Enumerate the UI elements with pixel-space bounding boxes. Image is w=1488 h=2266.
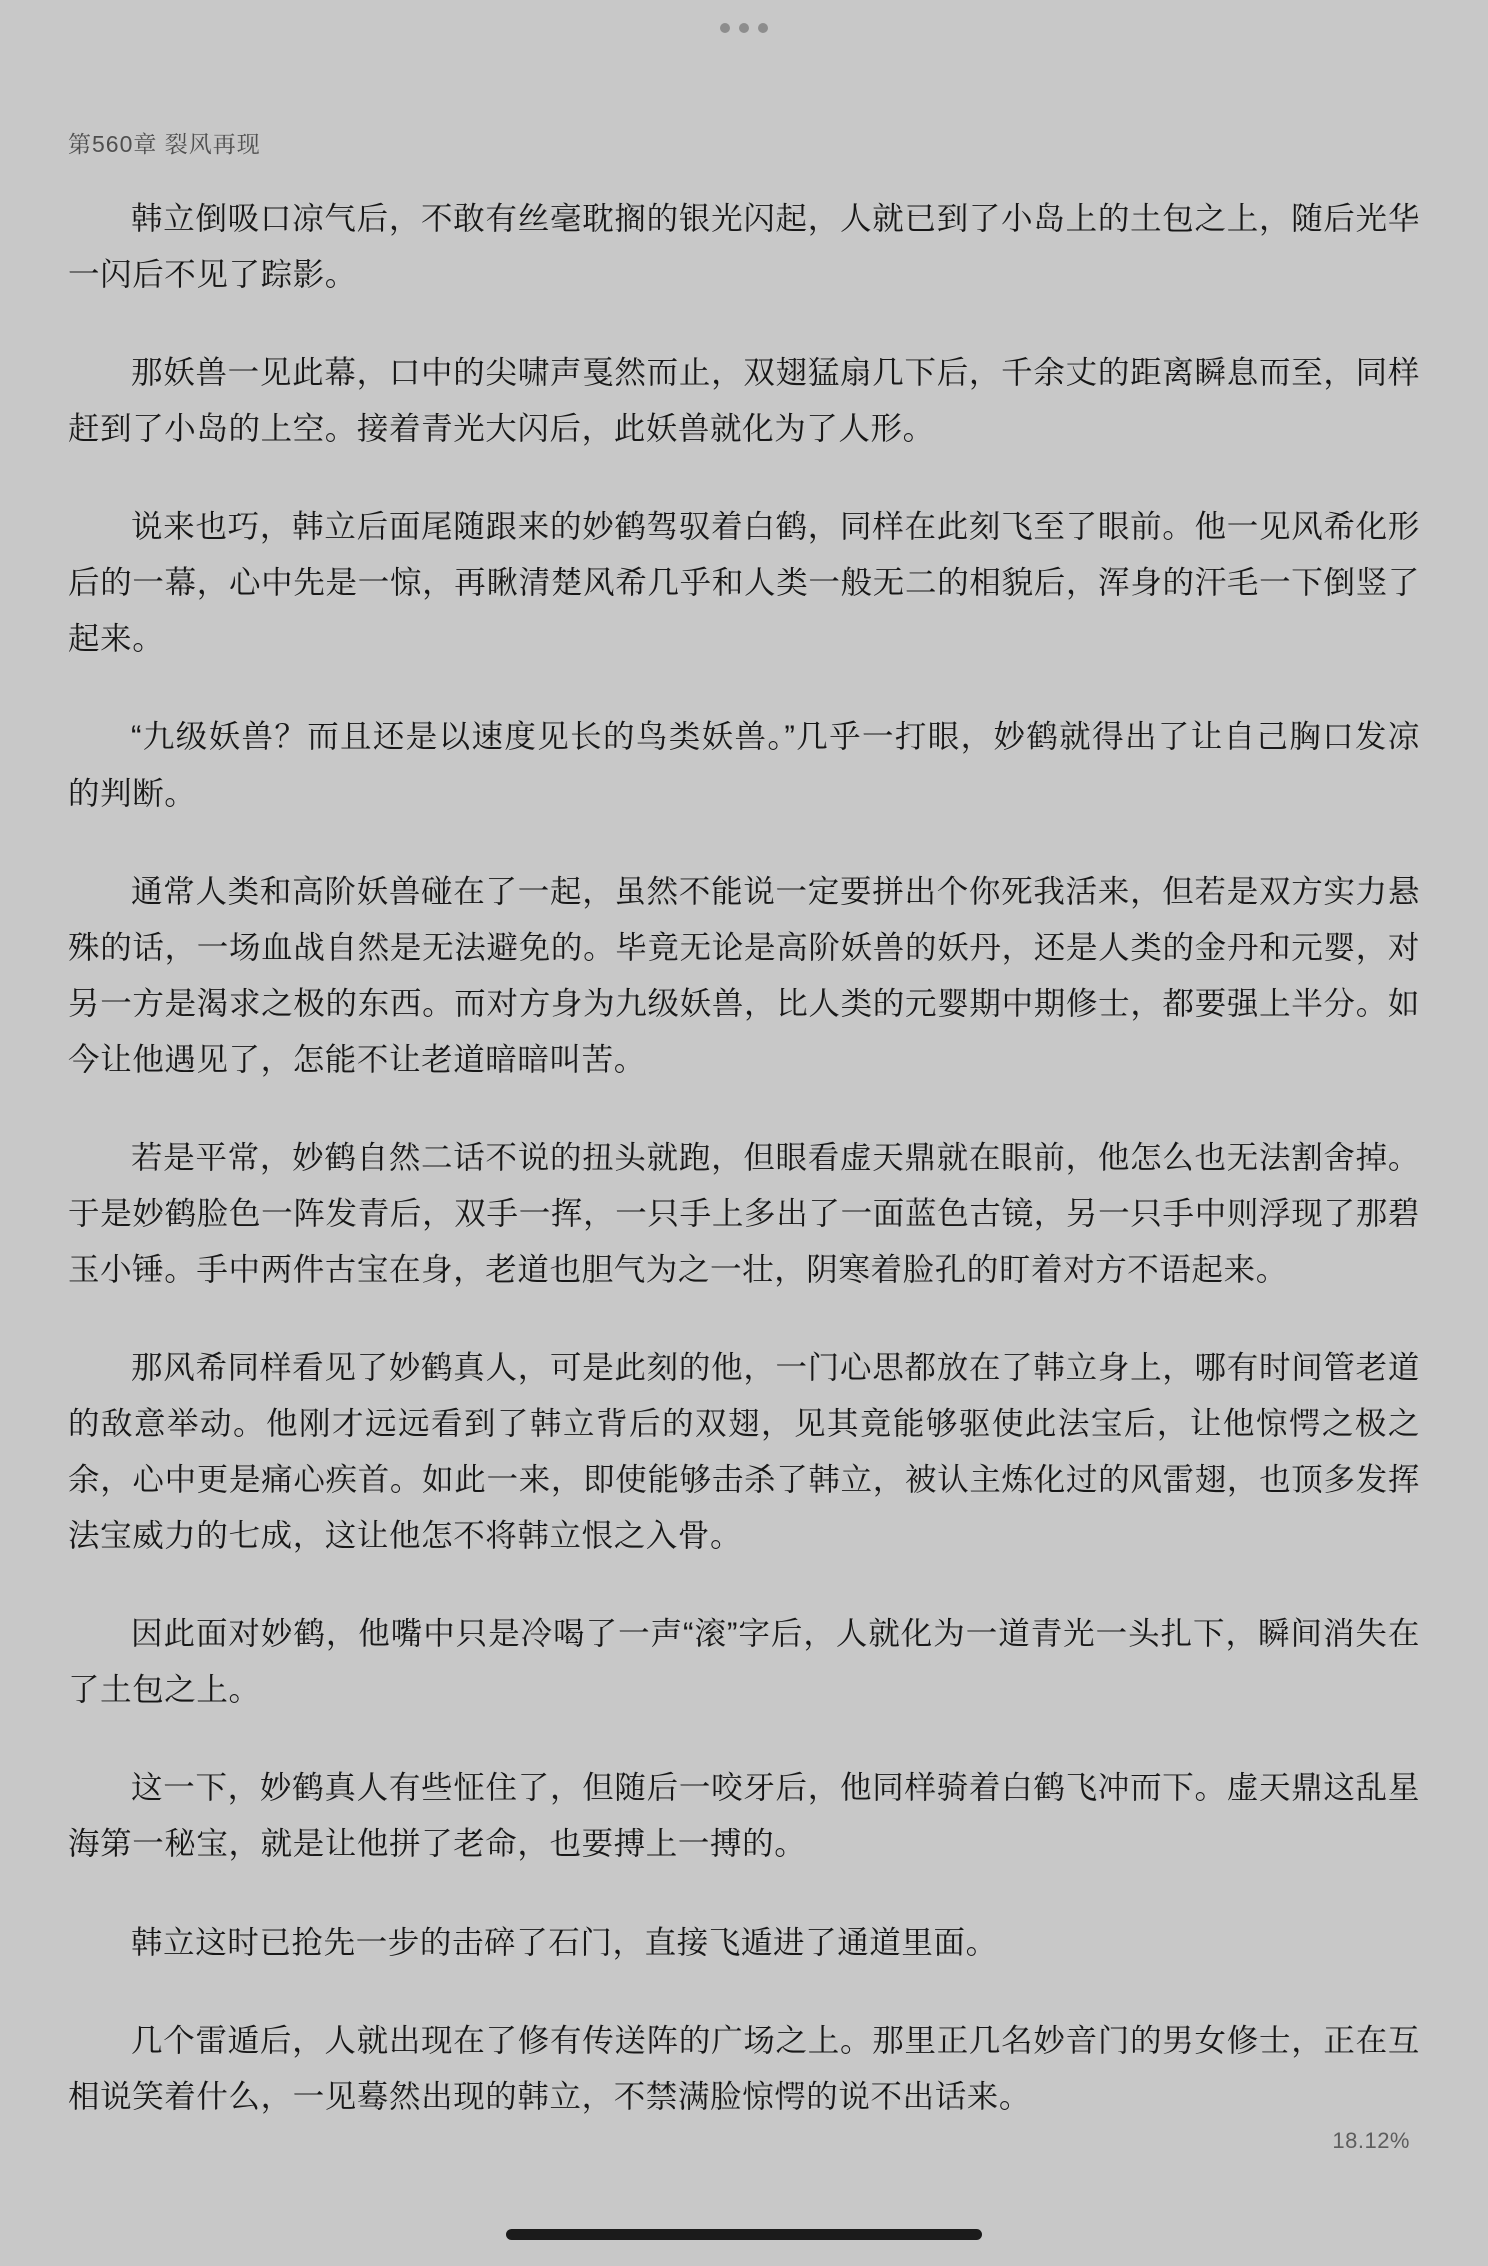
more-dot-3 [758,23,768,33]
paragraph: 因此面对妙鹤，他嘴中只是冷喝了一声“滚”字后，人就化为一道青光一头扎下，瞬间消失在了土包之上。 [68,1615,1420,1708]
paragraph: 说来也巧，韩立后面尾随跟来的妙鹤驾驭着白鹤，同样在此刻飞至了眼前。他一见风希化形后的一幕，心中先是一惊，再瞅清楚风希几乎和人类一般无二的相貌后，浑身的汗毛一下倒竖了起来。 [68,508,1420,657]
paragraph: 韩立倒吸口凉气后，不敢有丝毫耽搁的银光闪起，人就已到了小岛上的土包之上，随后光华一闪后不见了踪影。 [68,200,1420,293]
paragraph: 那妖兽一见此幕，口中的尖啸声戛然而止，双翅猛扇几下后，千余丈的距离瞬息而至，同样赶到了小岛的上空。接着青光大闪后，此妖兽就化为了人形。 [68,354,1420,447]
paragraph: 这一下，妙鹤真人有些怔住了，但随后一咬牙后，他同样骑着白鹤飞冲而下。虚天鼎这乱星海第一秘宝，就是让他拼了老命，也要搏上一搏的。 [68,1769,1420,1862]
more-dot-2 [739,23,749,33]
chapter-title: 第560章 裂风再现 [68,131,261,157]
top-menu-bar [0,0,1488,56]
more-dot-1 [720,23,730,33]
paragraph: 韩立这时已抢先一步的击碎了石门，直接飞遁进了通道里面。 [131,1923,998,1960]
paragraph: 那风希同样看见了妙鹤真人，可是此刻的他，一门心思都放在了韩立身上，哪有时间管老道的敌意举动。他刚才远远看到了韩立背后的双翅，见其竟能够驱使此法宝后，让他惊愕之极之余，心中更是痛心疾首。如此一来，即使能够击杀了韩立，被认主炼化过的风雷翅，也顶多发挥法宝威力的七成，这让他怎不将韩立恨之入骨。 [68,1349,1420,1554]
home-indicator[interactable] [506,2229,982,2240]
more-horizontal-icon[interactable] [720,23,768,33]
reading-progress-label: 18.12% [1332,2128,1410,2153]
chapter-body [68,190,1420,2166]
paragraph: 通常人类和高阶妖兽碰在了一起，虽然不能说一定要拼出个你死我活来，但若是双方实力悬殊的话，一场血战自然是无法避免的。毕竟无论是高阶妖兽的妖丹，还是人类的金丹和元婴，对另一方是渴求之极的东西。而对方身为九级妖兽，比人类的元婴期中期修士，都要强上半分。如今让他遇见了，怎能不让老道暗暗叫苦。 [68,872,1420,1077]
paragraph: 几个雷遁后，人就出现在了修有传送阵的广场之上。那里正几名妙音门的男女修士，正在互相说笑着什么，一见蓦然出现的韩立，不禁满脸惊愕的说不出话来。 [68,2021,1420,2114]
paragraph: 若是平常，妙鹤自然二话不说的扭头就跑，但眼看虚天鼎就在眼前，他怎么也无法割舍掉。于是妙鹤脸色一阵发青后，双手一挥，一只手上多出了一面蓝色古镜，另一只手中则浮现了那碧玉小锤。手中两件古宝在身，老道也胆气为之一壮，阴寒着脸孔的盯着对方不语起来。 [68,1138,1420,1287]
paragraph: “九级妖兽？而且还是以速度见长的鸟类妖兽。”几乎一打眼，妙鹤就得出了让自己胸口发凉的判断。 [68,718,1420,811]
